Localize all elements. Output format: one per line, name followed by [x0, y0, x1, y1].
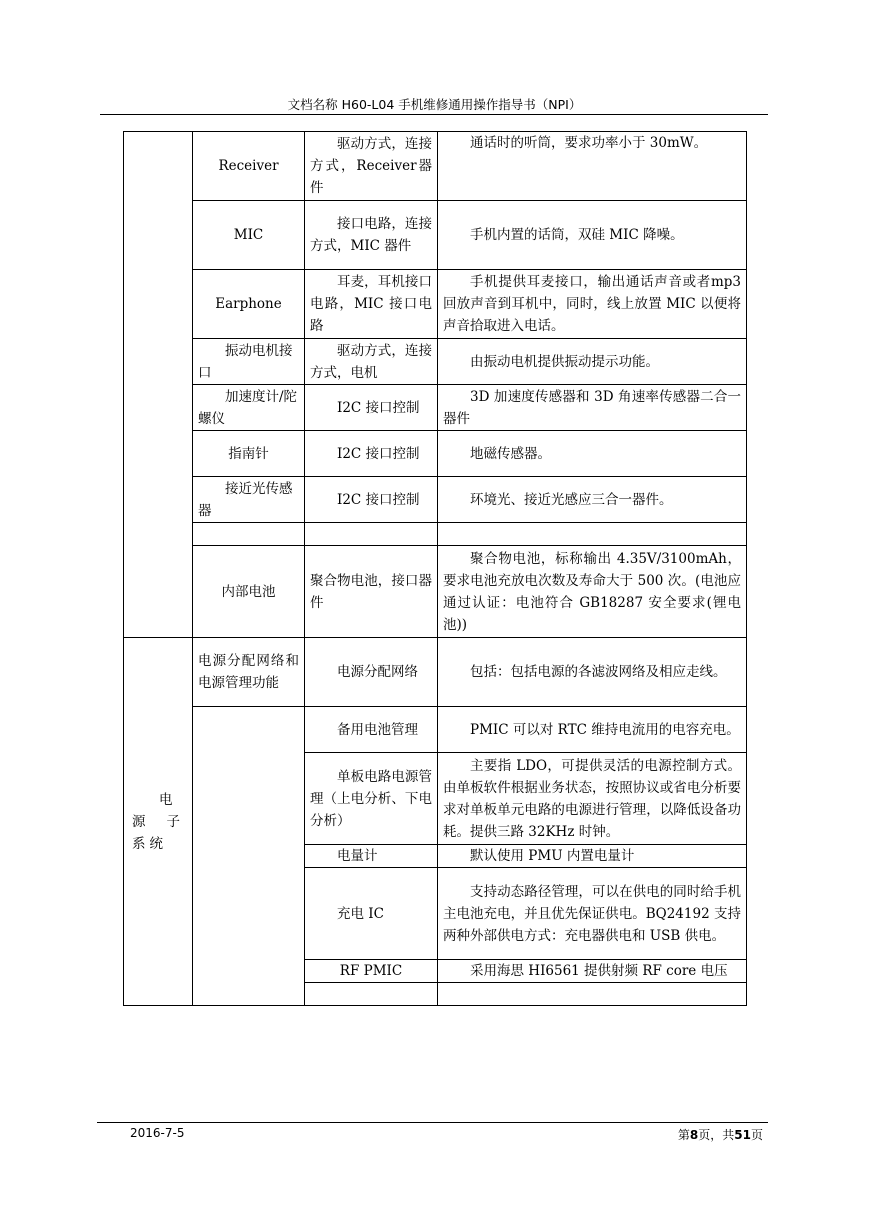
module-cell: 指南针 [193, 431, 305, 477]
page-current: 8 [689, 1128, 699, 1142]
document-header-title: 文档名称 H60-L04 手机维修通用操作指导书（NPI） [287, 97, 582, 112]
module-cell: 接近光传感器 [193, 477, 305, 523]
table-row [124, 132, 747, 201]
header-rule [100, 114, 768, 115]
table-row [124, 270, 747, 339]
description-cell: 默认使用 PMU 内置电量计 [438, 845, 747, 868]
description-cell: 通话时的听筒，要求功率小于 30mW。 [438, 132, 747, 201]
description-cell: 由振动电机提供振动提示功能。 [438, 339, 747, 385]
interface-cell: 备用电池管理 [305, 707, 438, 753]
table-row-empty [124, 523, 747, 546]
page-prefix: 第 [677, 1128, 690, 1142]
page-suffix: 页 [750, 1128, 763, 1142]
description-cell [438, 523, 747, 546]
footer-rule [97, 1122, 768, 1123]
table-row [124, 638, 747, 707]
subsystem-label: 电源子系统 [132, 791, 184, 852]
interface-cell [305, 523, 438, 546]
footer-date: 2016-7-5 [130, 1126, 185, 1140]
description-cell: 主要指 LDO，可提供灵活的电源控制方式。由单板软件根据业务状态，按照协议或省电分析要求对单板单元电路的电源进行管理，以降低设备功耗。提供三路 32KHz 时钟。 [438, 753, 747, 845]
description-cell [438, 983, 747, 1006]
description-cell: 手机内置的话筒，双硅 MIC 降噪。 [438, 201, 747, 270]
interface-cell: 电量计 [305, 845, 438, 868]
interface-cell: 聚合物电池，接口器件 [305, 546, 438, 638]
table-row [124, 707, 747, 753]
interface-cell: 电源分配网络 [305, 638, 438, 707]
module-cell [193, 523, 305, 546]
table-row [124, 385, 747, 431]
interface-cell: 驱动方式，连接方式，Receiver器件 [305, 132, 438, 201]
interface-cell: I2C 接口控制 [305, 477, 438, 523]
footer-page-number [678, 1126, 763, 1143]
interface-cell: RF PMIC [305, 960, 438, 983]
table-row [124, 546, 747, 638]
module-cell: Earphone [193, 270, 305, 339]
page-total: 51 [734, 1128, 751, 1142]
table-row [124, 477, 747, 523]
interface-cell: 耳麦，耳机接口电路，MIC 接口电路 [305, 270, 438, 339]
interface-cell: 单板电路电源管理（上电分析、下电分析） [305, 753, 438, 845]
module-cell: 振动电机接口 [193, 339, 305, 385]
description-cell: 包括：包括电源的各滤波网络及相应走线。 [438, 638, 747, 707]
interface-cell: I2C 接口控制 [305, 385, 438, 431]
description-cell: 手机提供耳麦接口，输出通话声音或者mp3 回放声音到耳机中，同时，线上放置 MIC 以便将声音拾取进入电话。 [438, 270, 747, 339]
module-cell-empty [193, 707, 305, 1006]
module-cell: Receiver [193, 132, 305, 201]
module-cell: 内部电池 [193, 546, 305, 638]
table-row [124, 431, 747, 477]
subsystem-cell-empty [124, 132, 193, 638]
page-middle: 页，共 [698, 1128, 735, 1142]
description-cell: 3D 加速度传感器和 3D 角速率传感器二合一器件 [438, 385, 747, 431]
description-cell: 采用海思 HI6561 提供射频 RF core 电压 [438, 960, 747, 983]
description-cell: 地磁传感器。 [438, 431, 747, 477]
interface-cell: 驱动方式，连接方式，电机 [305, 339, 438, 385]
table-row [124, 201, 747, 270]
subsystem-cell-power [124, 638, 193, 1006]
module-cell: 电源分配网络和电源管理功能 [193, 638, 305, 707]
description-cell: 聚合物电池，标称输出 4.35V/3100mAh，要求电池充放电次数及寿命大于 500 次。(电池应通过认证：电池符合 GB18287 安全要求(锂电池)) [438, 546, 747, 638]
interface-cell: I2C 接口控制 [305, 431, 438, 477]
interface-cell: 接口电路，连接方式，MIC 器件 [305, 201, 438, 270]
table-row [124, 339, 747, 385]
interface-cell: 充电 IC [305, 868, 438, 960]
description-cell: PMIC 可以对 RTC 维持电流用的电容充电。 [438, 707, 747, 753]
module-cell: MIC [193, 201, 305, 270]
interface-cell [305, 983, 438, 1006]
spec-table [123, 131, 747, 1006]
description-cell: 环境光、接近光感应三合一器件。 [438, 477, 747, 523]
description-cell: 支持动态路径管理，可以在供电的同时给手机主电池充电，并且优先保证供电。BQ24192 支持两种外部供电方式：充电器供电和 USB 供电。 [438, 868, 747, 960]
module-cell: 加速度计/陀螺仪 [193, 385, 305, 431]
